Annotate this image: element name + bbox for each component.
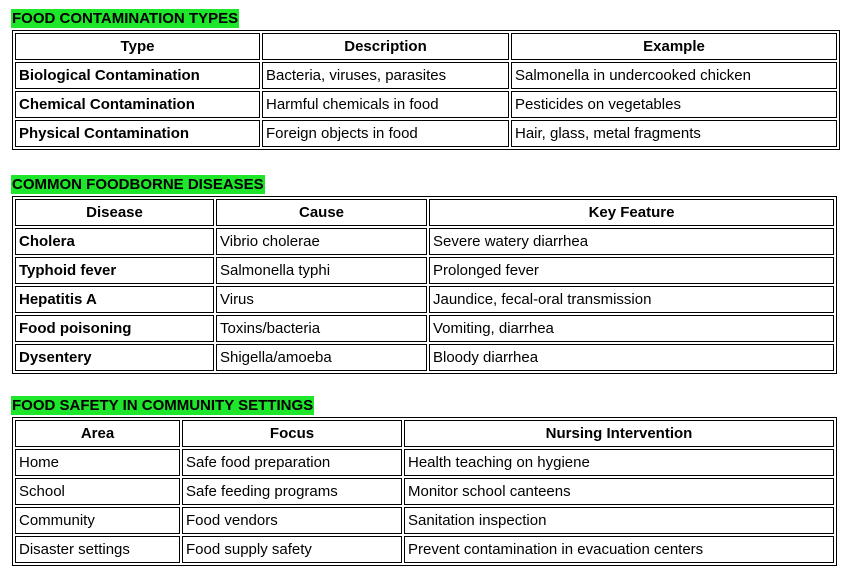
community-settings-table (12, 417, 837, 566)
table-cell: Shigella/amoeba (216, 344, 427, 371)
table-row (15, 62, 837, 89)
table-cell: Monitor school canteens (404, 478, 834, 505)
table-cell: Vibrio cholerae (216, 228, 427, 255)
table-cell: Food vendors (182, 507, 402, 534)
column-header: Area (15, 420, 180, 447)
table-cell: Home (15, 449, 180, 476)
table-cell: Typhoid fever (15, 257, 214, 284)
table-cell: Disaster settings (15, 536, 180, 563)
table-cell: Jaundice, fecal-oral transmission (429, 286, 834, 313)
column-header: Key Feature (429, 199, 834, 226)
section-heading-foodborne-diseases: COMMON FOODBORNE DISEASES (12, 176, 264, 193)
table-cell: Severe watery diarrhea (429, 228, 834, 255)
table-cell: Hair, glass, metal fragments (511, 120, 837, 147)
table-cell: Bloody diarrhea (429, 344, 834, 371)
column-header: Disease (15, 199, 214, 226)
table-row (15, 507, 834, 534)
table-cell: Food poisoning (15, 315, 214, 342)
table-row (15, 228, 834, 255)
table-cell: Community (15, 507, 180, 534)
table-header-row (15, 33, 837, 60)
table-cell: Virus (216, 286, 427, 313)
table-cell: Harmful chemicals in food (262, 91, 509, 118)
contamination-types-table (12, 30, 840, 150)
table-cell: Salmonella in undercooked chicken (511, 62, 837, 89)
column-header: Example (511, 33, 837, 60)
table-row (15, 344, 834, 371)
table-cell: Physical Contamination (15, 120, 260, 147)
table-cell: Salmonella typhi (216, 257, 427, 284)
column-header: Description (262, 33, 509, 60)
section-heading-community-settings: FOOD SAFETY IN COMMUNITY SETTINGS (12, 397, 314, 414)
table-cell: Prevent contamination in evacuation centers (404, 536, 834, 563)
table-cell: Hepatitis A (15, 286, 214, 313)
table-row (15, 257, 834, 284)
table-cell: Toxins/bacteria (216, 315, 427, 342)
table-header-row (15, 420, 834, 447)
table-cell: Safe food preparation (182, 449, 402, 476)
column-header: Cause (216, 199, 427, 226)
table-cell: Food supply safety (182, 536, 402, 563)
table-cell: Chemical Contamination (15, 91, 260, 118)
table-cell: Biological Contamination (15, 62, 260, 89)
table-cell: Prolonged fever (429, 257, 834, 284)
table-cell: Sanitation inspection (404, 507, 834, 534)
table-row (15, 449, 834, 476)
section-heading-contamination-types: FOOD CONTAMINATION TYPES (12, 10, 239, 27)
column-header: Focus (182, 420, 402, 447)
table-cell: School (15, 478, 180, 505)
table-cell: Bacteria, viruses, parasites (262, 62, 509, 89)
table-cell: Pesticides on vegetables (511, 91, 837, 118)
foodborne-diseases-table (12, 196, 837, 374)
table-row (15, 315, 834, 342)
table-cell: Dysentery (15, 344, 214, 371)
table-cell: Health teaching on hygiene (404, 449, 834, 476)
table-cell: Vomiting, diarrhea (429, 315, 834, 342)
table-cell: Safe feeding programs (182, 478, 402, 505)
column-header: Type (15, 33, 260, 60)
table-cell: Cholera (15, 228, 214, 255)
table-row (15, 536, 834, 563)
table-cell: Foreign objects in food (262, 120, 509, 147)
table-header-row (15, 199, 834, 226)
column-header: Nursing Intervention (404, 420, 834, 447)
table-row (15, 478, 834, 505)
table-row (15, 120, 837, 147)
table-row (15, 286, 834, 313)
table-row (15, 91, 837, 118)
